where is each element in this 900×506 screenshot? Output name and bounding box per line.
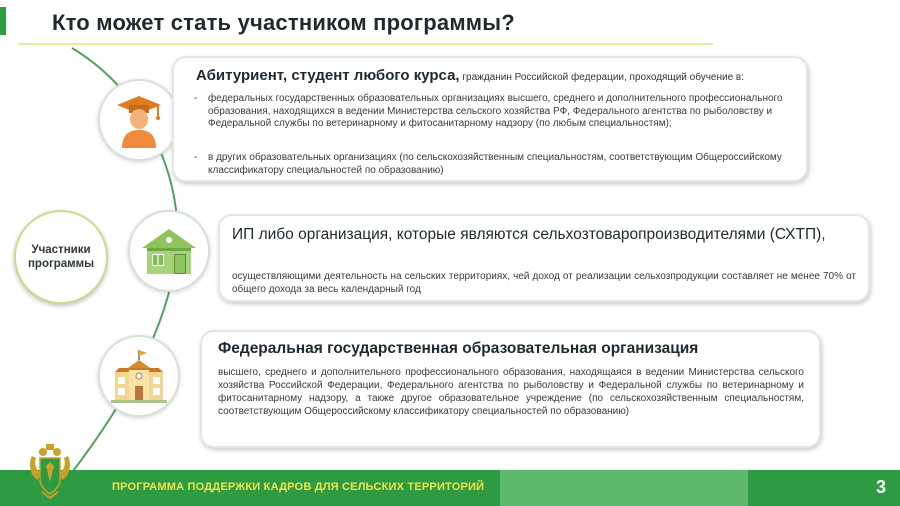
card3-title: Федеральная государственная образовательная организация xyxy=(218,340,699,357)
page-title: Кто может стать участником программы? xyxy=(52,10,515,35)
farmhouse-circle xyxy=(128,210,210,292)
participants-label: Участники программы xyxy=(27,244,95,270)
card1-bullet-1-text: федеральных государственных образовательных организациях высшего, среднего и дополнительного профессионального образования, находящихся в ведении Министерства сельского хозяйства РФ, Федерального агентства по рыболовству и Федеральной службы по ветеринарному и фитосанитарному надзору (по любым специальностям); xyxy=(208,93,783,129)
card-educational-organization xyxy=(200,330,821,448)
bullet-dash: - xyxy=(194,152,198,163)
student-circle xyxy=(98,79,180,161)
card2-title: ИП либо организация, которые являются сельхозтоваропроизводителями (СХТП), xyxy=(232,226,826,243)
school-building-icon xyxy=(109,348,169,404)
coat-of-arms-emblem xyxy=(26,442,74,500)
card3-body: высшего, среднего и дополнительного профессионального образования, находящаяся в ведении Министерства сельского хозяйства Российской Федерации, Федерального агентства по рыболовству и Федеральной службы по ветеринарному и фитосанитарному надзору, а также другое образовательное учреждение (по сельскохозяйственным специальностям, соответствующим Общероссийскому классификатору специальностей по образованию) xyxy=(218,367,804,417)
card2-body: осуществляющими деятельность на сельских территориях, чей доход от реализации сельхозпродукции составляет не менее 70% от общего дохода за весь календарный год xyxy=(232,271,856,295)
footer-program-title: ПРОГРАММА ПОДДЕРЖКИ КАДРОВ ДЛЯ СЕЛЬСКИХ ТЕРРИТОРИЙ xyxy=(112,481,485,493)
card1-title: Абитуриент, студент любого курса, xyxy=(196,67,460,84)
card1-title-suffix: гражданин Российской федерации, проходящий обучение в: xyxy=(459,72,745,83)
card-applicant-student xyxy=(172,56,808,182)
card1-heading xyxy=(196,67,796,84)
footer-segment xyxy=(500,470,748,506)
participants-hub xyxy=(14,210,108,304)
page-number: 3 xyxy=(875,477,886,497)
footer-bar xyxy=(0,470,900,506)
farmhouse-icon xyxy=(139,226,199,276)
student-icon xyxy=(114,92,164,148)
card1-bullet-2 xyxy=(194,152,792,177)
bullet-dash: - xyxy=(194,93,198,104)
card-entrepreneur xyxy=(218,214,870,302)
school-circle xyxy=(98,335,180,417)
card1-bullet-2-text: в других образовательных организациях (по сельскохозяйственным специальностям, соответствующим Общероссийскому классификатору специальностей по образованию) xyxy=(208,152,782,176)
card1-bullet-1 xyxy=(194,93,792,131)
